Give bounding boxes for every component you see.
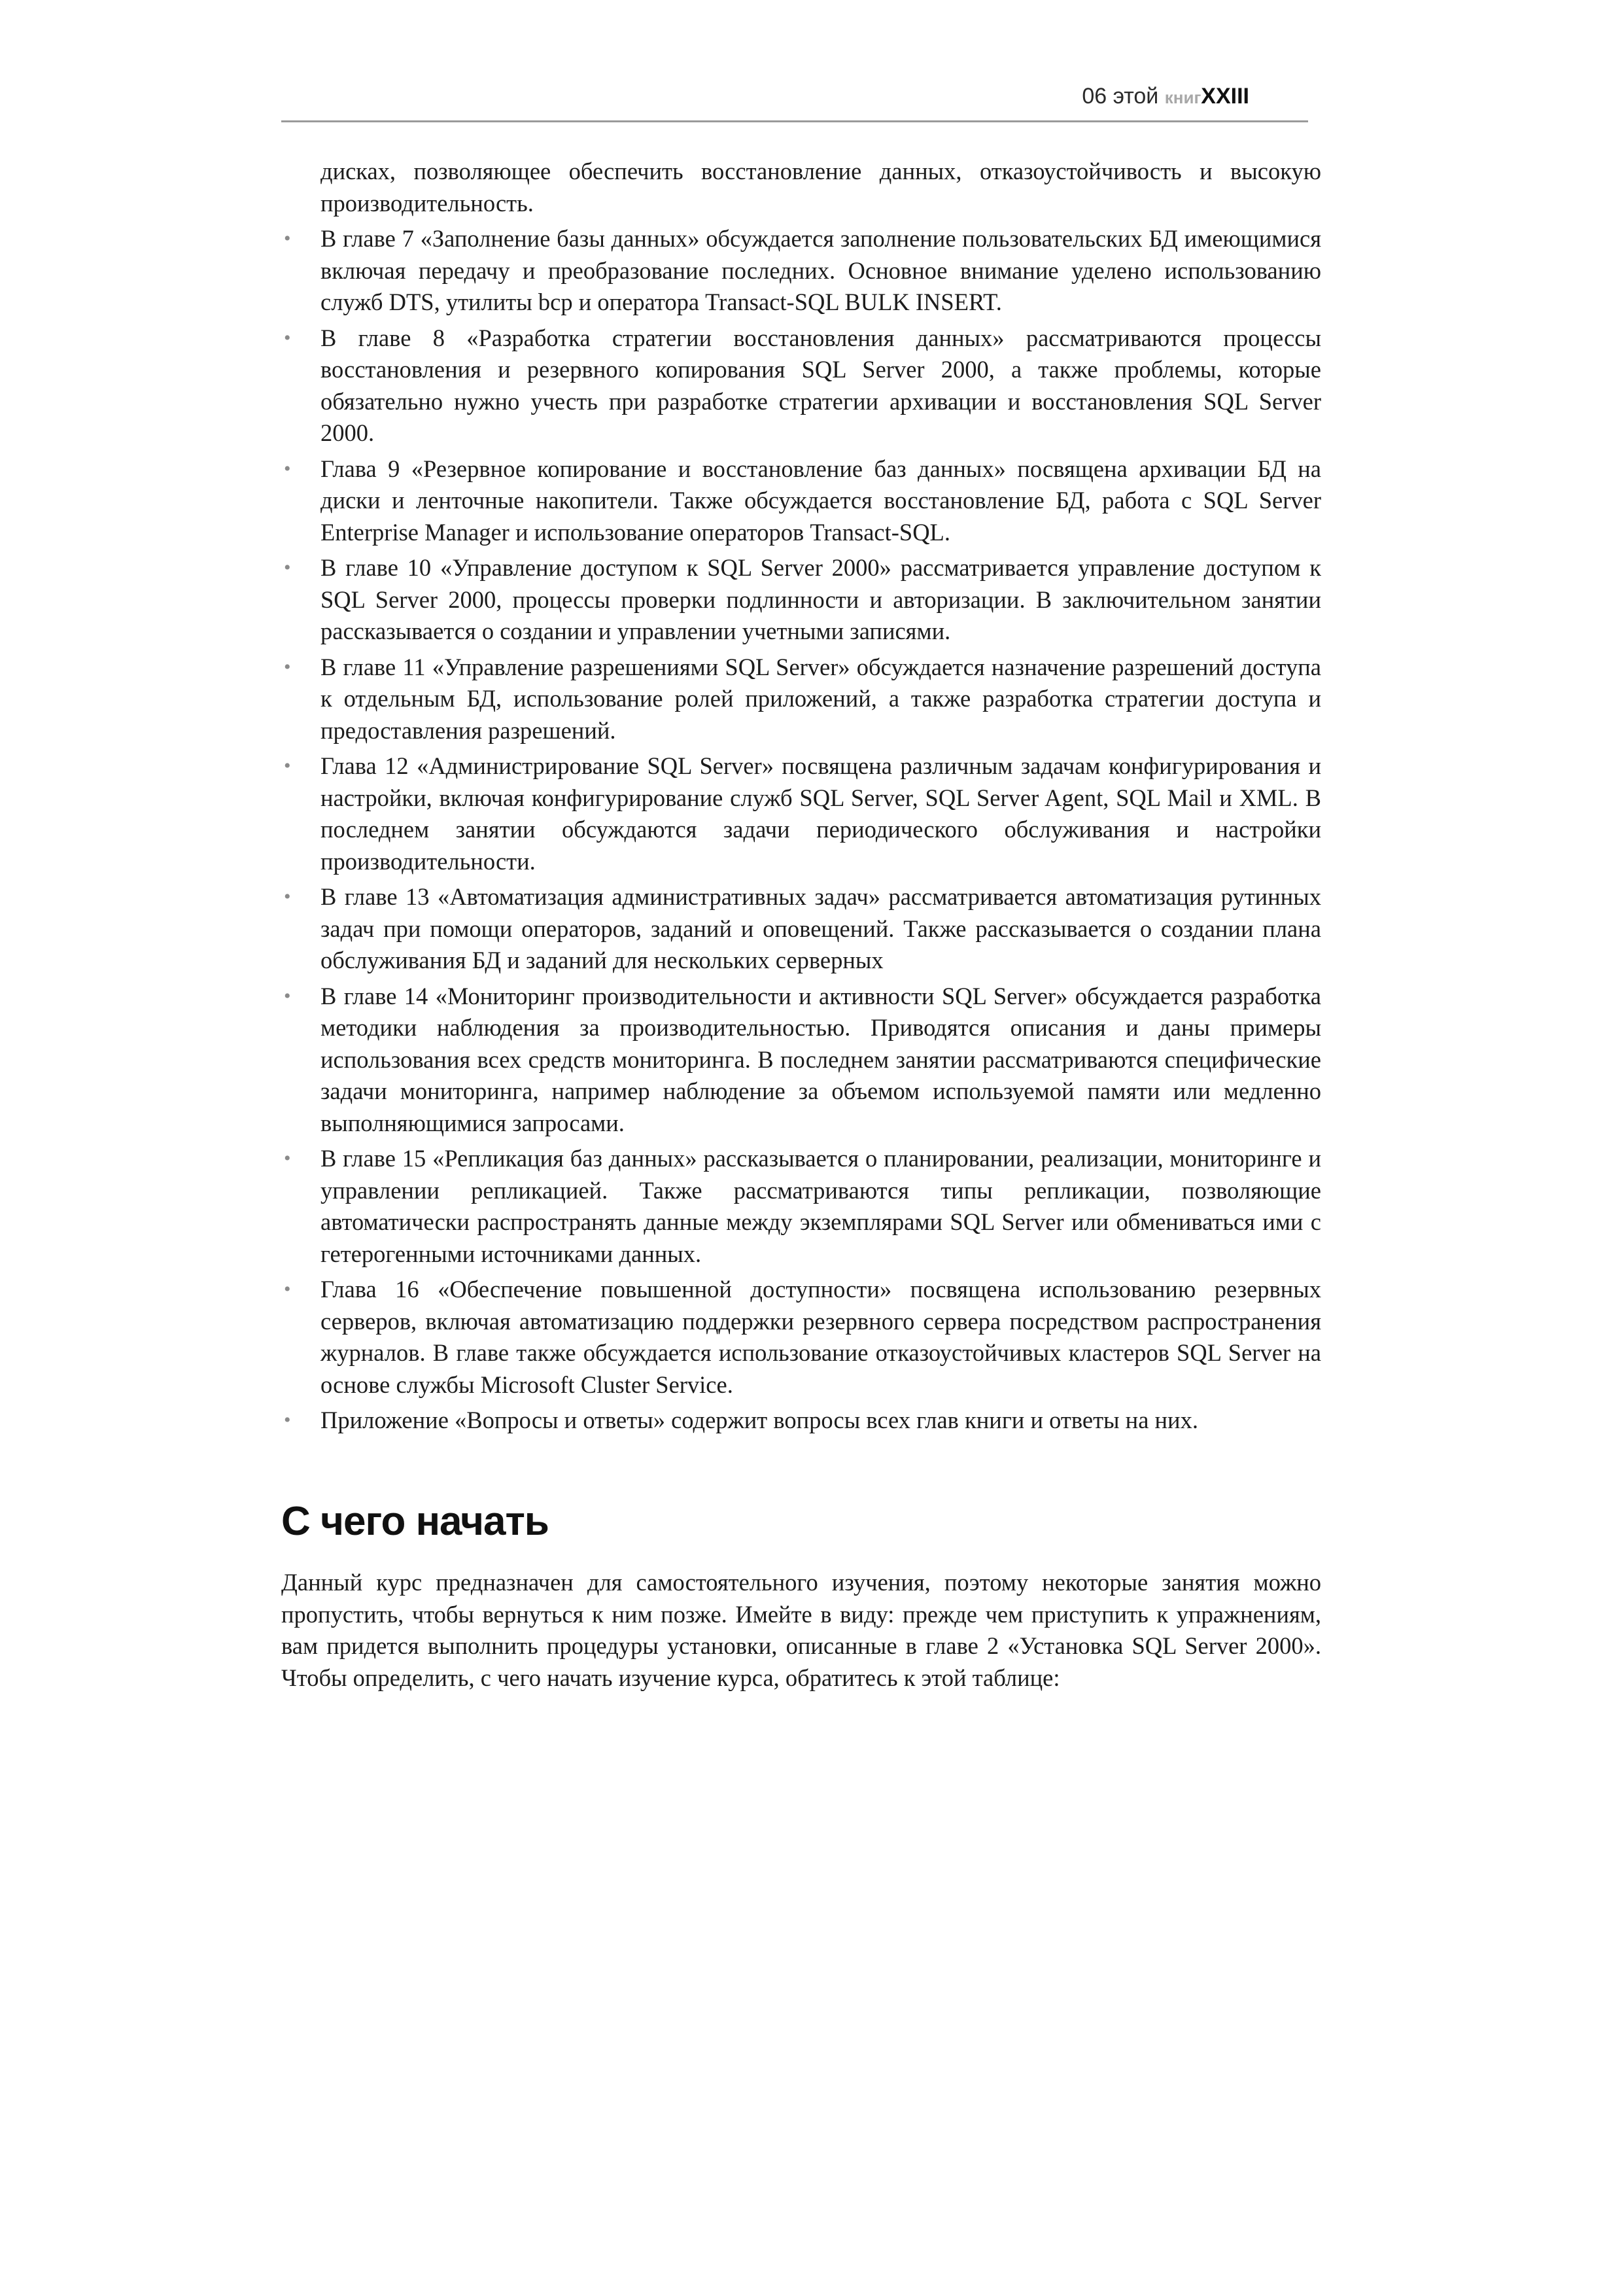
chapter-list — [320, 223, 1321, 1437]
section-title: С чего начать — [281, 1499, 549, 1544]
chapter-item: • В главе 11 «Управление разрешениями SQL Server» обсуждается назначение разрешений доступа к отдельным БД, использование ролей приложений, а также разработка стратегии доступа и предоставления разрешений. — [320, 652, 1321, 747]
running-header — [281, 84, 1308, 122]
chapter-item: • Глава 16 «Обеспечение повышенной доступности» посвящена использованию резервных серверов, включая автоматизацию поддержки резервного сервера посредством распространения журналов. В главе также обсуждается использование отказоустойчивых кластеров SQL Server на основе службы Microsoft Cluster Service. — [320, 1274, 1321, 1401]
chapter-item: • Приложение «Вопросы и ответы» содержит вопросы всех глав книги и ответы на них. — [320, 1405, 1321, 1437]
chapter-item: • В главе 14 «Мониторинг производительности и активности SQL Server» обсуждается разработка методики наблюдения за производительностью. Приводятся описания и даны примеры использования всех средств мониторинга. В последнем занятии рассматриваются специфические задачи мониторинга, например наблюдение за объемом используемой памяти или медленно выполняющимися запросами. — [320, 981, 1321, 1140]
header-faint-word: книг — [1164, 88, 1201, 107]
header-text — [1082, 84, 1249, 109]
main-text — [320, 156, 1321, 1437]
header-prefix: 06 этой — [1082, 84, 1159, 109]
chapter-item: • В главе 8 «Разработка стратегии восстановления данных» рассматриваются процессы восстановления и резервного копирования SQL Server 2000, а также проблемы, которые обязательно нужно учесть при разработке стратегии архивации и восстановления SQL Server 2000. — [320, 323, 1321, 449]
chapter-item: • В главе 15 «Репликация баз данных» рассказывается о планировании, реализации, мониторинге и управлении репликацией. Также рассматриваются типы репликации, позволяющие автоматически распространять данные между экземплярами SQL Server или обмениваться ими с гетерогенными источниками данных. — [320, 1143, 1321, 1270]
chapter-item: • В главе 7 «Заполнение базы данных» обсуждается заполнение пользовательских БД имеющимися включая передачу и преобразование последних. Основное внимание уделено использованию служб DTS, утилиты bcp и оператора Transact-SQL BULK INSERT. — [320, 223, 1321, 319]
chapter-item: • В главе 13 «Автоматизация административных задач» рассматривается автоматизация рутинных задач при помощи операторов, заданий и оповещений. Также рассказывается о создании плана обслуживания БД и заданий для нескольких серверных — [320, 881, 1321, 977]
section-intro-paragraph: Данный курс предназначен для самостоятельного изучения, поэтому некоторые занятия можно пропустить, чтобы вернуться к ним позже. Имейте в виду: прежде чем приступить к упражнениям, вам придется выполнить процедуры установки, описанные в главе 2 «Установка SQL Server 2000». Чтобы определить, с чего начать изучение курса, обратитесь к этой таблице: — [281, 1569, 1321, 1691]
chapter-item: • Глава 12 «Администрирование SQL Server» посвящена различным задачам конфигурирования и настройки, включая конфигурирование служб SQL Server, SQL Server Agent, SQL Mail и XML. В последнем занятии обсуждаются задачи периодического обслуживания и настройки производительности. — [320, 750, 1321, 877]
chapter-item: • Глава 9 «Резервное копирование и восстановление баз данных» посвящена архивации БД на диски и ленточные накопители. Также обсуждается восстановление БД, работа с SQL Server Enterprise Manager и использование операторов Transact-SQL. — [320, 453, 1321, 549]
continuation-paragraph: дисках, позволяющее обеспечить восстановление данных, отказоустойчивость и высокую производительность. — [320, 158, 1321, 217]
chapter-item: • В главе 10 «Управление доступом к SQL Server 2000» рассматривается управление доступом к SQL Server 2000, процессы проверки подлинности и авторизации. В заключительном занятии рассказывается о создании и управлении учетными записями. — [320, 552, 1321, 648]
page-number: XXIII — [1201, 84, 1249, 109]
